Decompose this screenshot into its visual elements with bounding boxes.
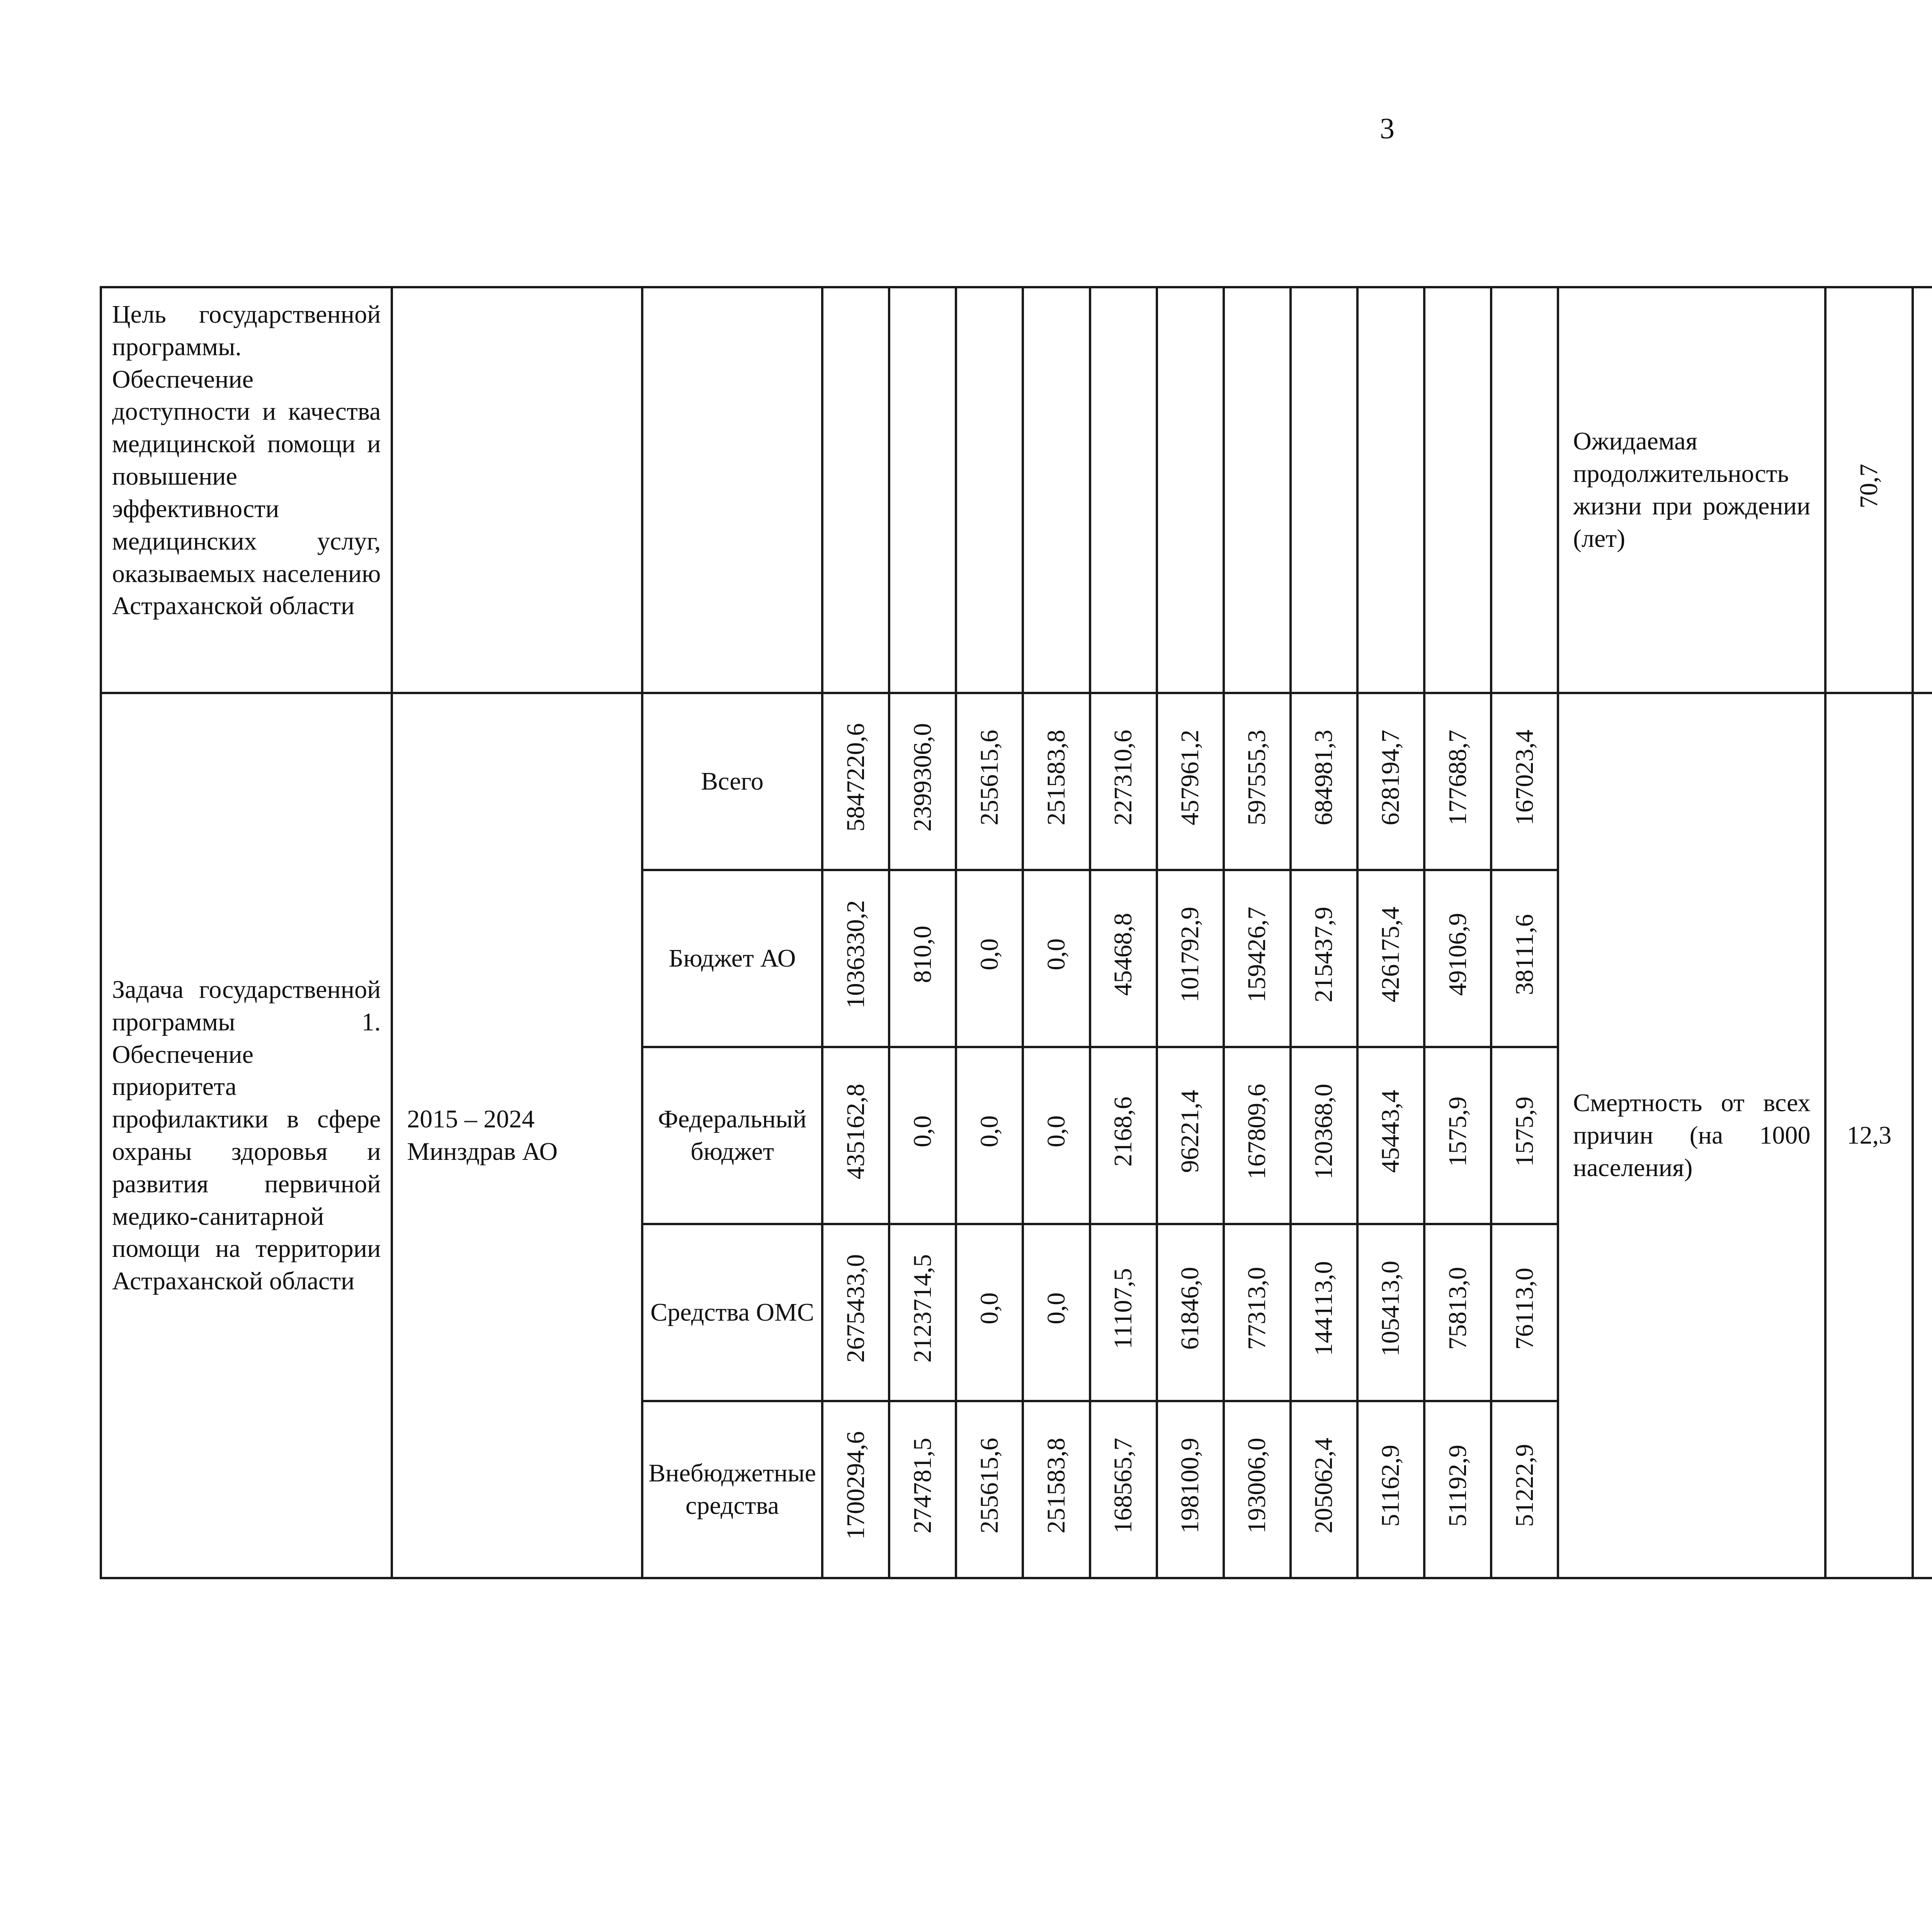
funding-value-text: 426175,4 (1376, 906, 1405, 1003)
goal-empty-funding-cell (1357, 287, 1424, 693)
funding-value (1023, 1047, 1090, 1224)
goal-empty-funding-cell (1491, 287, 1558, 693)
goal-empty-funding-cell (822, 287, 889, 693)
goal-text: Цель государственной программы. Обеспечение доступности и качества медицинской помощи и повышение эффективности медицинских услуг, оказываемых населению Астраханской области (101, 287, 392, 693)
task-text: Задача государственной программы 1. Обеспечение приоритета профилактики в сфере охраны здоровья и развития первичной медико-санитарной помощи на территории Астраханской области (101, 693, 392, 1578)
funding-value-text: 0,0 (1042, 938, 1071, 970)
funding-value-text: 144113,0 (1310, 1261, 1338, 1356)
funding-value-text: 77313,0 (1243, 1267, 1271, 1350)
funding-value (1291, 693, 1357, 870)
goal-indicator-value-text: 70,7 (1855, 463, 1883, 509)
goal-empty-funding-cell (1157, 287, 1224, 693)
funding-value-text: 45468,8 (1109, 913, 1138, 996)
funding-value (889, 870, 956, 1047)
task-indicator-value (1913, 693, 1932, 1578)
funding-value (889, 1401, 956, 1578)
funding-value-text: 251583,8 (1042, 1437, 1071, 1534)
funding-value-text: 49106,9 (1443, 913, 1472, 996)
funding-value-text: 51222,9 (1510, 1444, 1539, 1527)
funding-source: Всего (642, 693, 822, 870)
funding-value (822, 1224, 889, 1401)
funding-value (1357, 870, 1424, 1047)
funding-value (1157, 870, 1224, 1047)
funding-value-text: 2168,6 (1109, 1096, 1138, 1167)
funding-value (1157, 1224, 1224, 1401)
goal-empty-funding-cell (956, 287, 1023, 693)
funding-value (1357, 1224, 1424, 1401)
funding-value (1224, 693, 1291, 870)
funding-value-text: 810,0 (908, 926, 937, 983)
funding-value (1023, 1401, 1090, 1578)
funding-value-text: 177688,7 (1443, 729, 1472, 826)
funding-value (1357, 693, 1424, 870)
funding-value (1090, 1047, 1157, 1224)
funding-value-text: 205062,4 (1310, 1437, 1338, 1534)
funding-value (1291, 1401, 1357, 1578)
funding-value-text: 684981,3 (1310, 729, 1338, 826)
funding-value-text: 193006,0 (1243, 1437, 1271, 1534)
funding-value-text: 0,0 (975, 1292, 1003, 1325)
funding-value (1023, 870, 1090, 1047)
funding-value-text: 45443,4 (1376, 1090, 1405, 1173)
funding-value (1224, 870, 1291, 1047)
funding-value (822, 693, 889, 870)
goal-empty-funding-cell (1224, 287, 1291, 693)
funding-value (1224, 1224, 1291, 1401)
funding-source: Федеральный бюджет (642, 1047, 822, 1224)
funding-value-text: 274781,5 (908, 1437, 937, 1534)
funding-value (1491, 1047, 1558, 1224)
funding-row (101, 693, 1932, 870)
funding-value (1424, 1047, 1491, 1224)
task-indicator-value: 12,3 (1825, 693, 1913, 1578)
funding-value (956, 1224, 1023, 1401)
funding-value (1424, 1224, 1491, 1401)
funding-value-text: 198100,9 (1176, 1437, 1204, 1534)
funding-value-text: 76113,0 (1510, 1267, 1539, 1350)
funding-value-text: 2675433,0 (841, 1254, 870, 1363)
funding-value-text: 255615,6 (975, 729, 1003, 826)
funding-value-text: 5847220,6 (841, 723, 870, 832)
funding-source: Бюджет АО (642, 870, 822, 1047)
funding-value-text: 38111,6 (1510, 914, 1539, 995)
funding-value-text: 51162,9 (1376, 1444, 1405, 1527)
funding-value (822, 1047, 889, 1224)
funding-value-text: 0,0 (975, 938, 1003, 970)
page-number: 3 (1380, 112, 1395, 145)
funding-value (1023, 1224, 1090, 1401)
funding-value-text: 101792,9 (1176, 906, 1204, 1003)
funding-value (956, 693, 1023, 870)
funding-value-text: 11107,5 (1109, 1268, 1138, 1349)
funding-value (1424, 870, 1491, 1047)
funding-value-text: 2399306,0 (908, 723, 937, 832)
funding-value-text: 0,0 (975, 1115, 1003, 1147)
funding-value (1224, 1401, 1291, 1578)
funding-value-text: 167809,6 (1243, 1083, 1271, 1180)
task-period-executor: 2015 – 2024 Минздрав АО (392, 693, 642, 1578)
funding-value (1291, 1224, 1357, 1401)
funding-value (1291, 870, 1357, 1047)
funding-source: Средства ОМС (642, 1224, 822, 1401)
funding-value (822, 1401, 889, 1578)
funding-value (822, 870, 889, 1047)
funding-value (1157, 1401, 1224, 1578)
funding-value (1090, 870, 1157, 1047)
funding-value (1424, 693, 1491, 870)
funding-value (1491, 1401, 1558, 1578)
funding-value (1023, 693, 1090, 870)
funding-value-text: 105413,0 (1376, 1260, 1405, 1357)
funding-value-text: 0,0 (908, 1115, 937, 1147)
funding-value (1090, 693, 1157, 870)
task-indicator: Смертность от всех причин (на 1000 населения) (1558, 693, 1825, 1578)
funding-value (1491, 693, 1558, 870)
funding-value-text: 435162,8 (841, 1083, 870, 1180)
funding-value-text: 51192,9 (1443, 1444, 1472, 1527)
funding-value-text: 1575,9 (1443, 1096, 1472, 1167)
funding-value-text: 0,0 (1042, 1292, 1071, 1325)
funding-value-text: 251583,8 (1042, 729, 1071, 826)
goal-empty-funding-cell (1090, 287, 1157, 693)
funding-value-text: 1700294,6 (841, 1431, 870, 1540)
goal-indicator-value (1825, 287, 1913, 693)
funding-value (1491, 870, 1558, 1047)
funding-value-text: 1036330,2 (841, 900, 870, 1009)
funding-value (1357, 1047, 1424, 1224)
funding-value-text: 0,0 (1042, 1115, 1071, 1147)
funding-value (956, 1047, 1023, 1224)
funding-value-text: 120368,0 (1310, 1083, 1338, 1180)
funding-value (956, 870, 1023, 1047)
funding-value-text: 2123714,5 (908, 1254, 937, 1363)
funding-value-text: 61846,0 (1176, 1267, 1204, 1350)
funding-value-text: 168565,7 (1109, 1437, 1138, 1534)
funding-value (1491, 1224, 1558, 1401)
goal-empty-funding-cell (1424, 287, 1491, 693)
goal-empty-funding-cell (889, 287, 956, 693)
funding-value (956, 1401, 1023, 1578)
funding-value (1090, 1224, 1157, 1401)
funding-value (1291, 1047, 1357, 1224)
funding-value-text: 628194,7 (1376, 729, 1405, 826)
funding-value-text: 255615,6 (975, 1437, 1003, 1534)
goal-empty-source (642, 287, 822, 693)
funding-value (1424, 1401, 1491, 1578)
funding-source: Внебюджетные средства (642, 1401, 822, 1578)
funding-value-text: 1575,9 (1510, 1096, 1539, 1167)
funding-value (1357, 1401, 1424, 1578)
goal-indicator: Ожидаемая продолжительность жизни при рождении (лет) (1558, 287, 1825, 693)
funding-value (1157, 1047, 1224, 1224)
funding-value-text: 167023,4 (1510, 729, 1539, 826)
goal-empty-funding-cell (1291, 287, 1357, 693)
goal-indicator-value (1913, 287, 1932, 693)
funding-value-text: 96221,4 (1176, 1090, 1204, 1173)
funding-value (1224, 1047, 1291, 1224)
funding-value (889, 693, 956, 870)
goal-empty-funding-cell (1023, 287, 1090, 693)
funding-value (1090, 1401, 1157, 1578)
funding-value (889, 1224, 956, 1401)
program-table (100, 286, 1932, 1579)
funding-value-text: 457961,2 (1176, 729, 1204, 826)
funding-value-text: 75813,0 (1443, 1267, 1472, 1350)
funding-value (1157, 693, 1224, 870)
funding-value-text: 159426,7 (1243, 906, 1271, 1003)
goal-row (101, 287, 1932, 693)
funding-value-text: 215437,9 (1310, 906, 1338, 1003)
goal-empty-executor (392, 287, 642, 693)
funding-value-text: 597555,3 (1243, 729, 1271, 826)
funding-value-text: 227310,6 (1109, 729, 1138, 826)
funding-value (889, 1047, 956, 1224)
